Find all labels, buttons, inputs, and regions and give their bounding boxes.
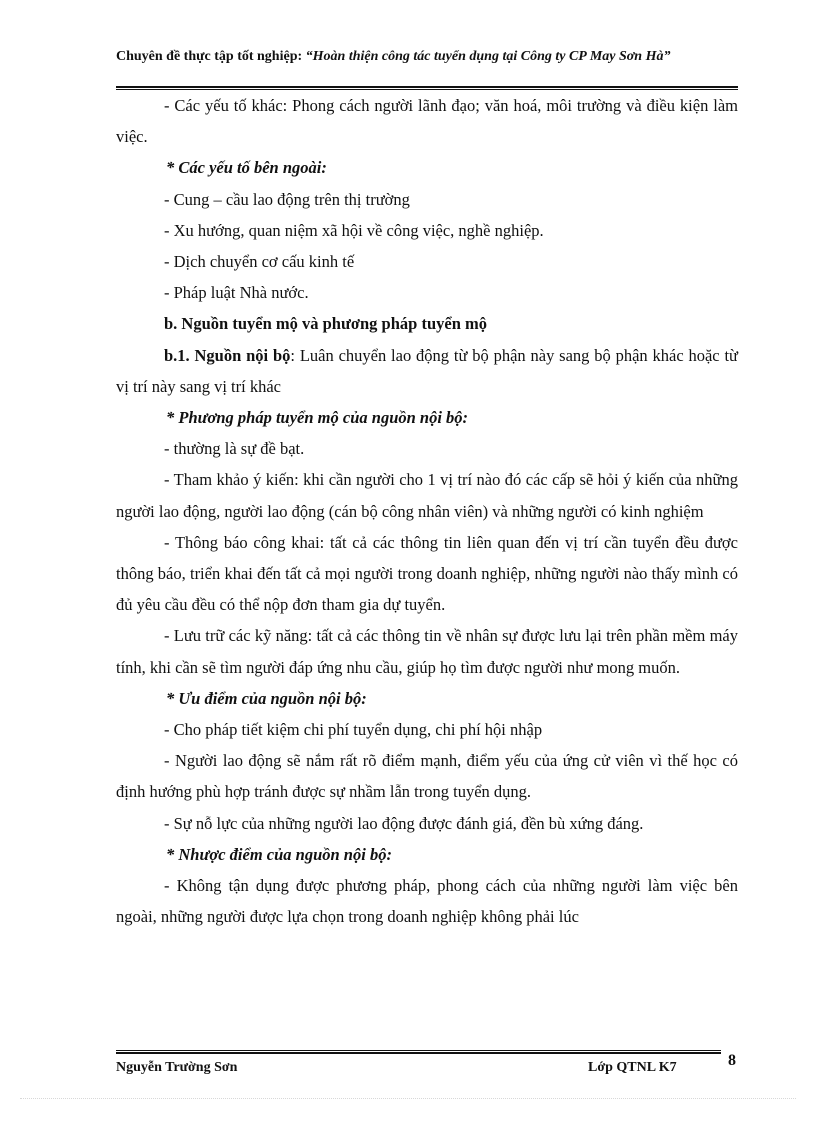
running-header <box>116 48 738 65</box>
paragraph: - Các yếu tố khác: Phong cách người lãnh đạo; văn hoá, môi trường và điều kiện làm việc. <box>116 96 738 147</box>
page-edge-divider <box>20 1098 796 1099</box>
footer-class: Lớp QTNL K7 <box>588 1060 677 1075</box>
page-number: 8 <box>728 1052 736 1069</box>
header-prefix: Chuyên đề thực tập tốt nghiệp: <box>116 49 306 64</box>
body-text <box>116 90 738 932</box>
b1-text: : Luân chuyển lao động từ bộ phận này sang bộ phận khác hoặc từ vị trí này sang vị trí khác <box>116 345 738 396</box>
footer-rule <box>116 1050 721 1054</box>
subheading-external-factors: * Các yếu tố bên ngoài: <box>166 158 327 178</box>
paragraph: - Thông báo công khai: tất cả các thông tin liên quan đến vị trí cần tuyển đều được thông báo, triển khai đến tất cả mọi người trong doanh nghiệp, những người nào thấy mình có đủ yêu cầu đều có thể nộp đơn tham gia dự tuyển. <box>116 532 738 615</box>
paragraph: - Người lao động sẽ nắm rất rõ điểm mạnh, điểm yếu của ứng cử viên vì thế học có định hướng phù hợp tránh được sự nhầm lẫn trong tuyển dụng. <box>116 751 738 802</box>
paragraph: - Pháp luật Nhà nước. <box>164 283 309 303</box>
header-title: “Hoàn thiện công tác tuyển dụng tại Công ty CP May Sơn Hà” <box>305 49 671 64</box>
subheading-disadvantages: * Nhược điểm của nguồn nội bộ: <box>166 844 392 864</box>
paragraph: - Sự nỗ lực của những người lao động được đánh giá, đền bù xứng đáng. <box>164 813 644 833</box>
paragraph: - Xu hướng, quan niệm xã hội về công việc, nghề nghiệp. <box>164 220 544 240</box>
section-heading-b: b. Nguồn tuyển mộ và phương pháp tuyển mộ <box>164 314 487 334</box>
footer-author: Nguyễn Trường Sơn <box>116 1060 238 1075</box>
paragraph: - Dịch chuyển cơ cấu kinh tế <box>164 252 355 272</box>
paragraph: - Tham khảo ý kiến: khi cần người cho 1 vị trí nào đó các cấp sẽ hỏi ý kiến của những người lao động, người lao động (cán bộ công nhân viên) và những người có kinh nghiệm <box>116 470 738 521</box>
paragraph: - Lưu trữ các kỹ năng: tất cả các thông tin về nhân sự được lưu lại trên phần mềm máy tính, khi cần sẽ tìm người đáp ứng nhu cầu, giúp họ tìm được người như mong muốn. <box>116 626 738 677</box>
b1-label: b.1. Nguồn nội bộ <box>164 345 291 365</box>
paragraph: - Không tận dụng được phương pháp, phong cách của những người làm việc bên ngoài, những người được lựa chọn trong doanh nghiệp không phải lúc <box>116 876 738 927</box>
subheading-method: * Phương pháp tuyển mộ của nguồn nội bộ: <box>166 408 469 428</box>
subheading-advantages: * Ưu điểm của nguồn nội bộ: <box>166 688 367 708</box>
paragraph: - Cho pháp tiết kiệm chi phí tuyển dụng, chi phí hội nhập <box>164 720 543 740</box>
paragraph: - Cung – cầu lao động trên thị trường <box>164 189 410 209</box>
paragraph: - thường là sự đề bạt. <box>164 439 305 459</box>
paragraph-b1 <box>116 340 738 402</box>
